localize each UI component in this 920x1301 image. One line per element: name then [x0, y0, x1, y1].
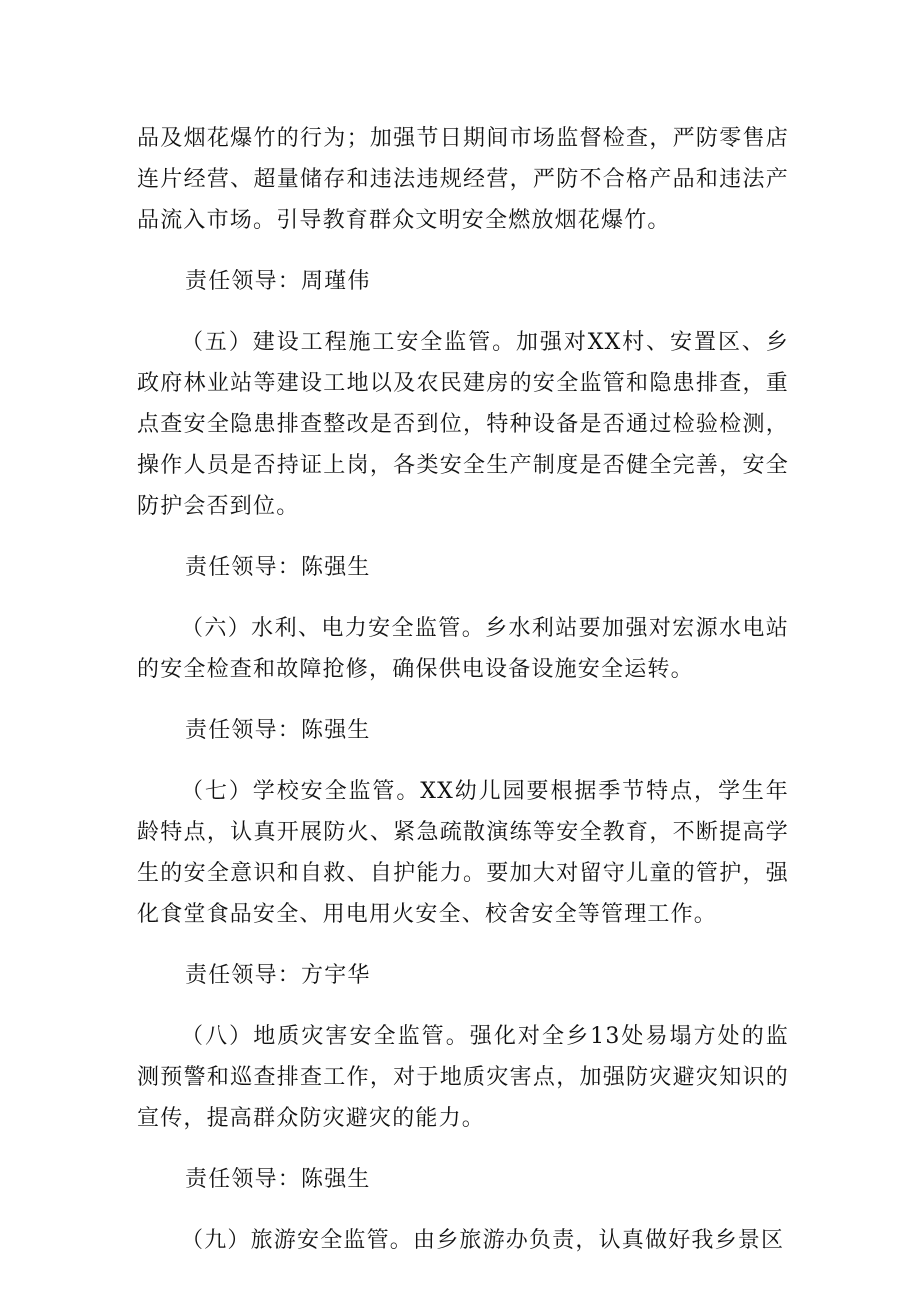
- responsible-leader-chen-3: 责任领导：陈强生: [185, 1167, 371, 1192]
- paragraph-fireworks-continuation: 品及烟花爆竹的行为；加强节日期间市场监督检查，严防零售店连片经营、超量储存和违法违规经营，严防不合格产品和违法产品流入市场。引导教育群众文明安全燃放烟花爆竹。: [137, 126, 789, 233]
- paragraph-geologic-hazard-safety: （八）地质灾害安全监管。强化对全乡13处易塌方处的监测预警和巡查排查工作，对于地质灾害点，加强防灾避灾知识的宣传，提高群众防灾避灾的能力。: [137, 1024, 789, 1131]
- paragraph-construction-safety: （五）建设工程施工安全监管。加强对XX村、安置区、乡政府林业站等建设工地以及农民建房的安全监管和隐患排查，重点查安全隐患排查整改是否到位，特种设备是否通过检验检测，操作人员是否持证上岗，各类安全生产制度是否健全完善，安全防护会否到位。: [137, 330, 789, 519]
- responsible-leader-zhou: 责任领导：周瑾伟: [185, 269, 371, 294]
- responsible-leader-chen-1: 责任领导：陈强生: [185, 555, 371, 580]
- paragraph-school-safety: （七）学校安全监管。XX幼儿园要根据季节特点，学生年龄特点，认真开展防火、紧急疏散演练等安全教育，不断提高学生的安全意识和自救、自护能力。要加大对留守儿童的管护，强化食堂食品安全、用电用火安全、校舍安全等管理工作。: [137, 779, 789, 927]
- paragraph-water-power-safety: （六）水利、电力安全监管。乡水利站要加强对宏源水电站的安全检查和故障抢修，确保供电设备设施安全运转。: [137, 616, 789, 682]
- document-body: [137, 118, 789, 1281]
- paragraph-tourism-safety: （九）旅游安全监管。由乡旅游办负责，认真做好我乡景区: [181, 1228, 785, 1253]
- responsible-leader-chen-2: 责任领导：陈强生: [185, 718, 371, 743]
- responsible-leader-fang: 责任领导：方宇华: [185, 963, 371, 988]
